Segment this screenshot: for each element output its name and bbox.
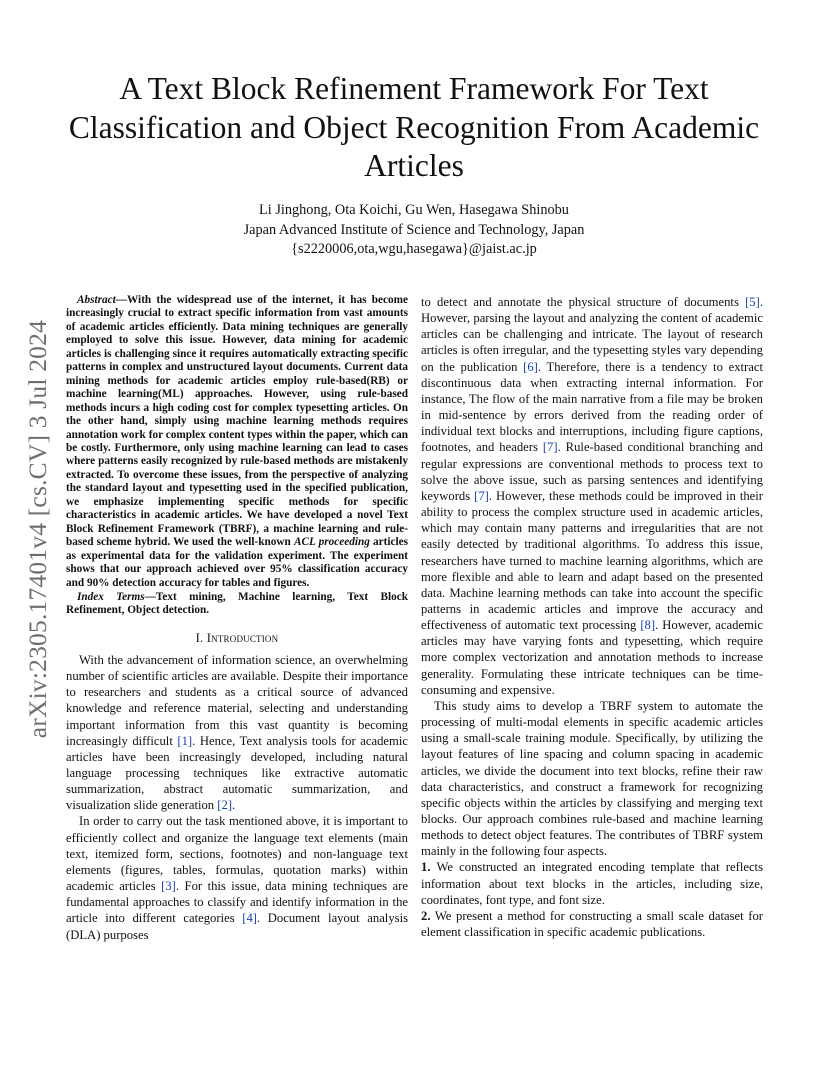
intro-paragraph-1 xyxy=(66,652,408,814)
right-column xyxy=(421,294,763,940)
citation-link[interactable]: [6] xyxy=(523,359,538,374)
author-affiliation: Japan Advanced Institute of Science and Technology, Japan xyxy=(243,221,585,238)
intro-paragraph-2 xyxy=(66,813,408,942)
citation-link[interactable]: [3] xyxy=(161,879,176,894)
paragraph-text: In order to carry out the task mentioned above, it is important to efficiently collect and organize the language text elements (main text, itemized form, sections, footnotes) and non-language text elements (figures, tables, formulas, quotation marks) within academic articles xyxy=(66,814,408,894)
paper-title: A Text Block Refinement Framework For Text Classification and Object Recognition From Academic Articles xyxy=(68,71,760,183)
contribution-item-1 xyxy=(421,859,763,907)
author-email: {s2220006,ota,wgu,hasegawa}@jaist.ac.jp xyxy=(291,241,537,257)
arxiv-identifier-text: arXiv:2305.17401v4 [cs.CV] 3 Jul 2024 xyxy=(23,319,52,739)
contribution-number: 2. xyxy=(421,908,431,923)
abstract-emphasis: ACL proceeding xyxy=(293,536,370,549)
paragraph-text: . However, these methods could be improved in their ability to process the complex structure used in academic articles, which may contain many patterns and irregularities that are not easily detected by traditional algorithms. To address this issue, researchers have turned to machine learning algorithms, which are more flexible and able to learn and adapt based on the presented data. Machine learning methods can take into account the specific patterns in academic articles and improve the accuracy and effectiveness of automatic text processing xyxy=(421,488,764,633)
contribution-text: We constructed an integrated encoding template that reflects information about text blocks in the articles, including size, coordinates, font type, and font size. xyxy=(421,860,763,907)
paragraph-text: . xyxy=(232,798,236,813)
paragraph-text: . Document layout analysis (DLA) purposes xyxy=(66,911,408,942)
paragraph-text: . However, academic articles may have varying fonts and typesetting, which require more complex vectorization and annotation methods to increase generality. Formulating these intricate techniques can be time-consuming and expensive. xyxy=(421,618,763,697)
paragraph-text: to detect and annotate the physical structure of documents xyxy=(421,295,746,309)
paragraph-text: With the advancement of information science, an overwhelming number of scientific articles are available. Despite their importance to researchers and students as a critical source of advanced knowledge and reference material, selecting and understanding important information from this vast quantity is becoming increasingly difficult xyxy=(66,652,408,748)
paragraph-text: . For this issue, data mining techniques are fundamental approaches to classify and identify information in the article into different categories xyxy=(66,879,408,926)
intro-paragraph-3 xyxy=(421,294,763,698)
citation-link[interactable]: [8] xyxy=(640,618,656,633)
paragraph-text: . Therefore, there is a tendency to extract discontinuous data when extracting internal information. For instance, The flow of the main narrative from a file may be broken in mid-sentence by errors derived from the reading order of individual text blocks and interruptions, including figure captions, footnotes, and headers xyxy=(421,359,763,455)
paragraph-text: . Hence, Text analysis tools for academic articles have been increasingly developed, including natural language processing techniques like extractive automatic summarization, abstract automatic summarization, and visualization slide generation xyxy=(66,733,408,813)
citation-link[interactable]: [7] xyxy=(542,440,558,455)
citation-link[interactable]: [5] xyxy=(745,295,760,309)
abstract xyxy=(66,294,408,590)
citation-link[interactable]: [4] xyxy=(242,911,257,926)
index-terms-label: Index Terms xyxy=(77,590,145,603)
contribution-text: We present a method for constructing a small scale dataset for element classification in specific academic publications. xyxy=(421,908,763,940)
section-heading: I. Introduction xyxy=(195,630,279,645)
contribution-number: 1. xyxy=(421,860,431,875)
citation-link[interactable]: [7] xyxy=(474,488,489,503)
paragraph-text: . However, parsing the layout and analyzing the content of academic articles can be challenging and intricate. The layout of research articles is often irregular, and the typesetting styles vary depending on the publication xyxy=(421,295,763,374)
index-terms xyxy=(66,591,408,618)
author-names: Li Jinghong, Ota Koichi, Gu Wen, Hasegawa Shinobu xyxy=(259,202,569,218)
author-block xyxy=(110,201,718,260)
contribution-item-2 xyxy=(421,908,763,940)
citation-link[interactable]: [1] xyxy=(177,733,193,748)
intro-paragraph-4: This study aims to develop a TBRF system to automate the processing of multi-modal elements in specific academic articles using a small-scale training module. Specifically, by utilizing the layout features of line spacing and column spacing in academic articles, we divide the document into text blocks, refine their raw data characteristics, and construct a framework for recognizing specific objects within the articles by classifying and merging text blocks. Our approach combines rule-based and machine learning methods to detect object features. The contributes of TBRF system mainly in the following four aspects. xyxy=(421,698,763,859)
citation-link[interactable]: [2] xyxy=(217,798,233,813)
abstract-text-b: articles as experimental data for the validation experiment. The experiment shows that our approach achieved over 95% classification accuracy and 90% detection accuracy for tables and figures. xyxy=(66,536,408,589)
index-terms-text: —Text mining, Machine learning, Text Block Refinement, Object detection. xyxy=(66,590,409,617)
abstract-label: Abstract xyxy=(77,294,116,306)
left-column xyxy=(66,294,408,943)
arxiv-identifier xyxy=(20,296,56,762)
paragraph-text: . Rule-based conditional branching and regular expressions are conventional methods to process text to solve the above issue, such as parsing sentences and identifying keywords xyxy=(421,440,763,503)
abstract-text-a: —With the widespread use of the internet, it has become increasingly crucial to extract specific information from vast amounts of academic articles efficiently. Data mining techniques are generally employed to solve this issue. However, data mining for academic articles is challenging since it requires automatically extracting specific patterns in complex and unstructured layout documents. Current data mining methods for academic articles employ rule-based(RB) or machine learning(ML) approaches. However, using rule-based methods incurs a high coding cost for complex typesetting articles. On the other hand, simply using machine learning methods requires annotation work for complex content types within the paper, which can be costly. Furthermore, only using machine learning can lead to cases where patterns easily recognized by rule-based methods are mistakenly extracted. To overcome these issues, from the perspective of analyzing the standard layout and typesetting used in the specified publication, we emphasize implementing specific methods for specific characteristics in academic articles. We have developed a novel Text Block Refinement Framework (TBRF), a machine learning and rule-based scheme hybrid. We used the well-known xyxy=(66,294,408,549)
